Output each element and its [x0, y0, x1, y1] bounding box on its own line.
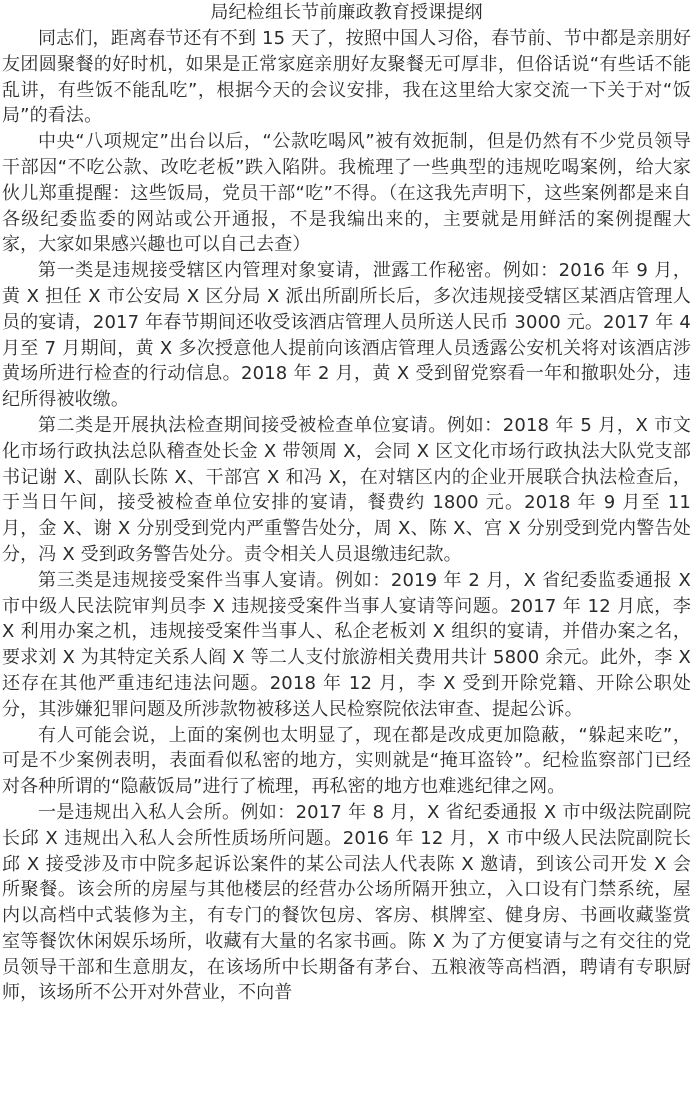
- paragraph-background: 中央“八项规定”出台以后，“公款吃喝风”被有效扼制，但是仍然有不少党员领导干部因“不吃公款、改吃老板”跌入陷阱。我梳理了一些典型的违规吃喝案例，给大家伙儿郑重提醒：这些饭局，党员干部“吃”不得。（在这我先声明下，这些案例都是来自各级纪委监委的网站或公开通报，不是我编出来的，主要就是用鲜活的案例提醒大家，大家如果感兴趣也可以自己去查）: [2, 131, 691, 256]
- paragraph-case-type-2: 第二类是开展执法检查期间接受被检查单位宴请。例如：2018 年 5 月，X 市文化市场行政执法总队稽查处长金 X 带领周 X，会同 X 区文化市场行政执法大队党支部书记谢 X、副队长陈 X、干部宫 X 和冯 X，在对辖区内的企业开展联合执法检查后，于当日午间，接受被检查单位安排的宴请，餐费约 1800 元。2018 年 9 月至 11 月，金 X、谢 X 分别受到党内严重警告处分，周 X、陈 X、宫 X 分别受到党内警告处分，冯 X 受到政务警告处分。责令相关人员退缴违纪款。: [2, 414, 691, 565]
- paragraph-private-club: 一是违规出入私人会所。例如：2017 年 8 月，X 省纪委通报 X 市中级法院副院长邱 X 违规出入私人会所性质场所问题。2016 年 12 月，X 市中级人民法院副院长邱 X 接受涉及市中院多起诉讼案件的某公司法人代表陈 X 邀请，到该公司开发 X 会所聚餐。该会所的房屋与其他楼层的经营办公场所隔开独立，入口设有门禁系统，屋内以高档中式装修为主，有专门的餐饮包房、客房、棋牌室、健身房、书画收藏鉴赏室等餐饮休闲娱乐场所，收藏有大量的名家书画。陈 X 为了方便宴请与之有交往的党员领导干部和生意朋友，在该场所中长期备有茅台、五粮液等高档酒，聘请有专职厨师，该场所不公开对外营业，不向普: [2, 801, 691, 1004]
- paragraph-greeting: 同志们，距离春节还有不到 15 天了，按照中国人习俗，春节前、节中都是亲朋好友团圆聚餐的好时机，如果是正常家庭亲朋好友聚餐无可厚非，但俗话说“有些话不能乱讲，有些饭不能乱吃”，根据今天的会议安排，我在这里给大家交流一下关于对“饭局”的看法。: [2, 28, 691, 127]
- paragraph-case-type-1: 第一类是违规接受辖区内管理对象宴请，泄露工作秘密。例如：2016 年 9 月，黄 X 担任 X 市公安局 X 区分局 X 派出所副所长后，多次违规接受辖区某酒店管理人员的宴请，2017 年春节期间还收受该酒店管理人员所送人民币 3000 元。2017 年 4 月至 7 月期间，黄 X 多次授意他人提前向该酒店管理人员透露公安机关将对该酒店涉黄场所进行检查的行动信息。2018 年 2 月，黄 X 受到留党察看一年和撤职处分，违纪所得被收缴。: [2, 260, 691, 411]
- paragraph-hidden-banquets: 有人可能会说，上面的案例也太明显了，现在都是改成更加隐蔽，“躲起来吃”，可是不少案例表明，表面看似私密的地方，实则就是“掩耳盗铃”。纪检监察部门已经对各种所谓的“隐蔽饭局”进行了梳理，再私密的地方也难逃纪律之网。: [2, 724, 691, 798]
- document-title: 局纪检组长节前廉政教育授课提纲: [210, 2, 483, 23]
- paragraph-case-type-3: 第三类是违规接受案件当事人宴请。例如：2019 年 2 月，X 省纪委监委通报 X 市中级人民法院审判员李 X 违规接受案件当事人宴请等问题。2017 年 12 月底，李 X 利用办案之机，违规接受案件当事人、私企老板刘 X 组织的宴请，并借办案之名，要求刘 X 为其特定关系人阎 X 等二人支付旅游相关费用共计 5800 余元。此外，李 X 还存在其他严重违纪违法问题。2018 年 12 月，李 X 受到开除党籍、开除公职处分，其涉嫌犯罪问题及所涉款物被移送人民检察院依法审查、提起公诉。: [2, 569, 691, 720]
